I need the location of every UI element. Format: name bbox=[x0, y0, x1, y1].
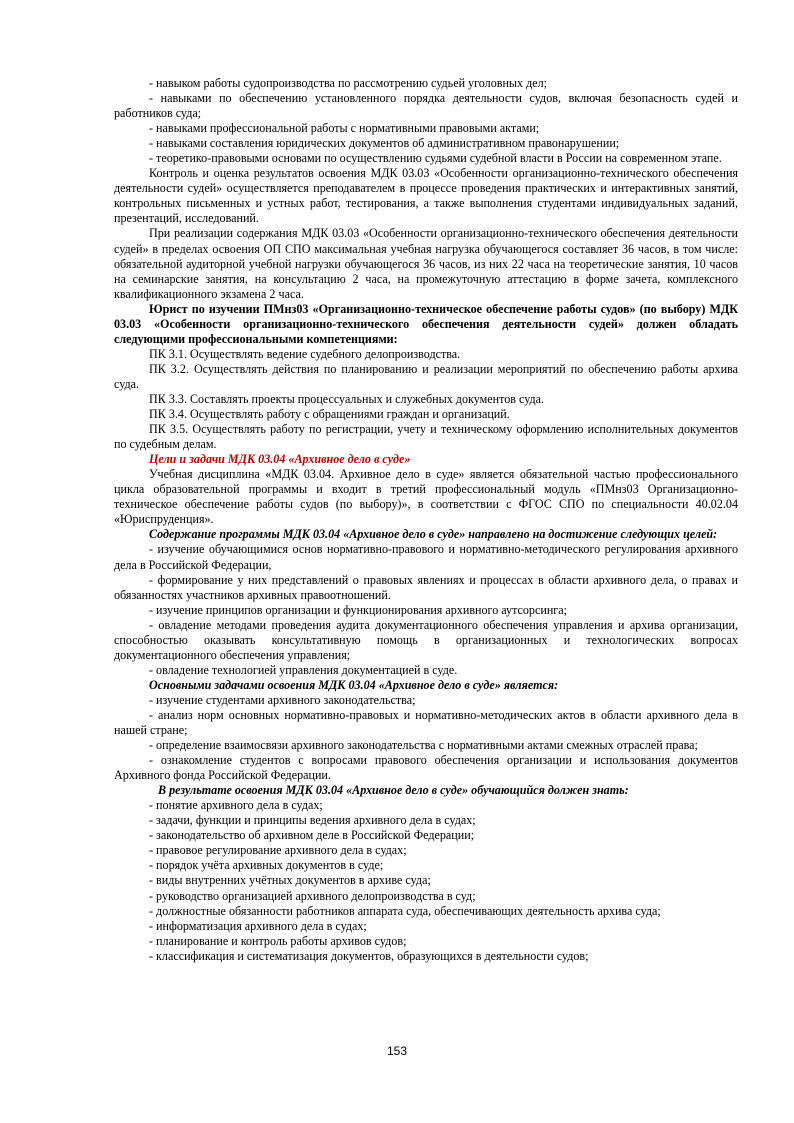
list-item: - определение взаимосвязи архивного законодательства с нормативными актами смежных отраслей права; bbox=[149, 738, 698, 753]
paragraph: Учебная дисциплина «МДК 03.04. Архивное дело в суде» является обязательной частью профессионального цикла образовательной программы и входит в третий профессиональный модуль «ПМнз03 Организационно-техническое обеспечение работы судов (по выбору)», в соответствии с ФГОС СПО по специальности 40.02.04 «Юриспруденция». bbox=[114, 467, 738, 527]
section-heading: Цели и задачи МДК 03.04 «Архивное дело в суде» bbox=[149, 452, 411, 467]
list-item: - овладение методами проведения аудита документационного обеспечения управления и архива организации, способностью оказывать консультативную помощь в организационных и технологических вопросах документационного обеспечения управления; bbox=[114, 617, 738, 662]
goals-heading: Содержание программы МДК 03.04 «Архивное дело в суде» направлено на достижение следующих целей: bbox=[149, 527, 718, 542]
list-item: - навыками составления юридических документов об административном правонарушении; bbox=[149, 136, 620, 151]
list-item: - изучение принципов организации и функционирования архивного аутсорсинга; bbox=[149, 602, 567, 617]
list-item: - навыками по обеспечению установленного порядка деятельности судов, включая безопасность судей и работников суда; bbox=[114, 91, 738, 121]
list-item: - виды внутренних учётных документов в архиве суда; bbox=[149, 873, 431, 888]
know-heading: В результате освоения МДК 03.04 «Архивное дело в суде» обучающийся должен знать: bbox=[158, 783, 629, 798]
competency-item: ПК 3.1. Осуществлять ведение судебного делопроизводства. bbox=[149, 346, 461, 361]
page-number: 153 bbox=[386, 1044, 408, 1058]
competency-item: ПК 3.5. Осуществлять работу по регистрации, учету и техническому оформлению исполнительных документов по судебным делам. bbox=[114, 422, 738, 452]
tasks-heading: Основными задачами освоения МДК 03.04 «Архивное дело в суде» является: bbox=[149, 677, 559, 692]
list-item: - планирование и контроль работы архивов судов; bbox=[149, 933, 407, 948]
list-item: - должностные обязанности работников аппарата суда, обеспечивающих деятельность архива суда; bbox=[149, 903, 661, 918]
competency-item: ПК 3.2. Осуществлять действия по планированию и реализации мероприятий по обеспечению работы архива суда. bbox=[114, 361, 738, 391]
document-body bbox=[114, 76, 738, 964]
competency-item: ПК 3.3. Составлять проекты процессуальных и служебных документов суда. bbox=[149, 391, 545, 406]
list-item: - формирование у них представлений о правовых явлениях и процессах в области архивного дела, о правах и обязанностях участников архивных правоотношений. bbox=[114, 572, 738, 602]
list-item: - навыками профессиональной работы с нормативными правовыми актами; bbox=[149, 121, 540, 136]
list-item: - информатизация архивного дела в судах; bbox=[149, 918, 367, 933]
list-item: - ознакомление студентов с вопросами правового обеспечения организации и использования документов Архивного фонда Российской Федерации. bbox=[114, 753, 738, 783]
list-item: - правовое регулирование архивного дела в судах; bbox=[149, 843, 407, 858]
list-item: - задачи, функции и принципы ведения архивного дела в судах; bbox=[149, 813, 476, 828]
list-item: - изучение студентами архивного законодательства; bbox=[149, 692, 416, 707]
list-item: - теоретико-правовыми основами по осуществлению судьями судебной власти в России на современном этапе. bbox=[149, 151, 722, 166]
list-item: - понятие архивного дела в судах; bbox=[149, 798, 323, 813]
list-item: - порядок учёта архивных документов в суде; bbox=[149, 858, 384, 873]
list-item: - анализ норм основных нормативно-правовых и нормативно-методических актов в области архивного дела в нашей стране; bbox=[114, 707, 738, 738]
paragraph: Контроль и оценка результатов освоения МДК 03.03 «Особенности организационно-технического обеспечения деятельности судей» осуществляется преподавателем в процессе проведения практических и интерактивных занятий, контрольных письменных и устных работ, тестирования, а также выполнения студентами индивидуальных заданий, презентаций, исследований. bbox=[114, 166, 738, 226]
list-item: - овладение технологией управления документацией в суде. bbox=[149, 662, 458, 677]
competency-item: ПК 3.4. Осуществлять работу с обращениями граждан и организаций. bbox=[149, 407, 510, 422]
list-item: - классификация и систематизация документов, образующихся в деятельности судов; bbox=[149, 948, 589, 963]
list-item: - законодательство об архивном деле в Российской Федерации; bbox=[149, 828, 475, 843]
list-item: - руководство организацией архивного делопроизводства в суд; bbox=[149, 888, 476, 903]
list-item: - изучение обучающимися основ нормативно-правового и нормативно-методического регулирования архивного дела в Российской Федерации, bbox=[114, 542, 738, 572]
competencies-heading: Юрист по изучении ПМнз03 «Организационно-техническое обеспечение работы судов» (по выбору) МДК 03.03 «Особенности организационно-технического обеспечения деятельности судей» должен обладать следующими профессиональными компетенциями: bbox=[114, 301, 738, 346]
list-item: - навыком работы судопроизводства по рассмотрению судьей уголовных дел; bbox=[149, 76, 548, 90]
paragraph: При реализации содержания МДК 03.03 «Особенности организационно-технического обеспечения деятельности судей» в пределах освоения ОП СПО максимальная учебная нагрузка обучающегося составляет 36 часов, в том числе: обязательной аудиторной учебной нагрузки обучающегося 36 часов, из них 22 часа на теоретические занятия, 10 часов на семинарские занятия, на консультацию 2 часа, на промежуточную аттестацию в форме зачета, комплексного квалификационного экзамена 2 часа. bbox=[114, 226, 738, 301]
